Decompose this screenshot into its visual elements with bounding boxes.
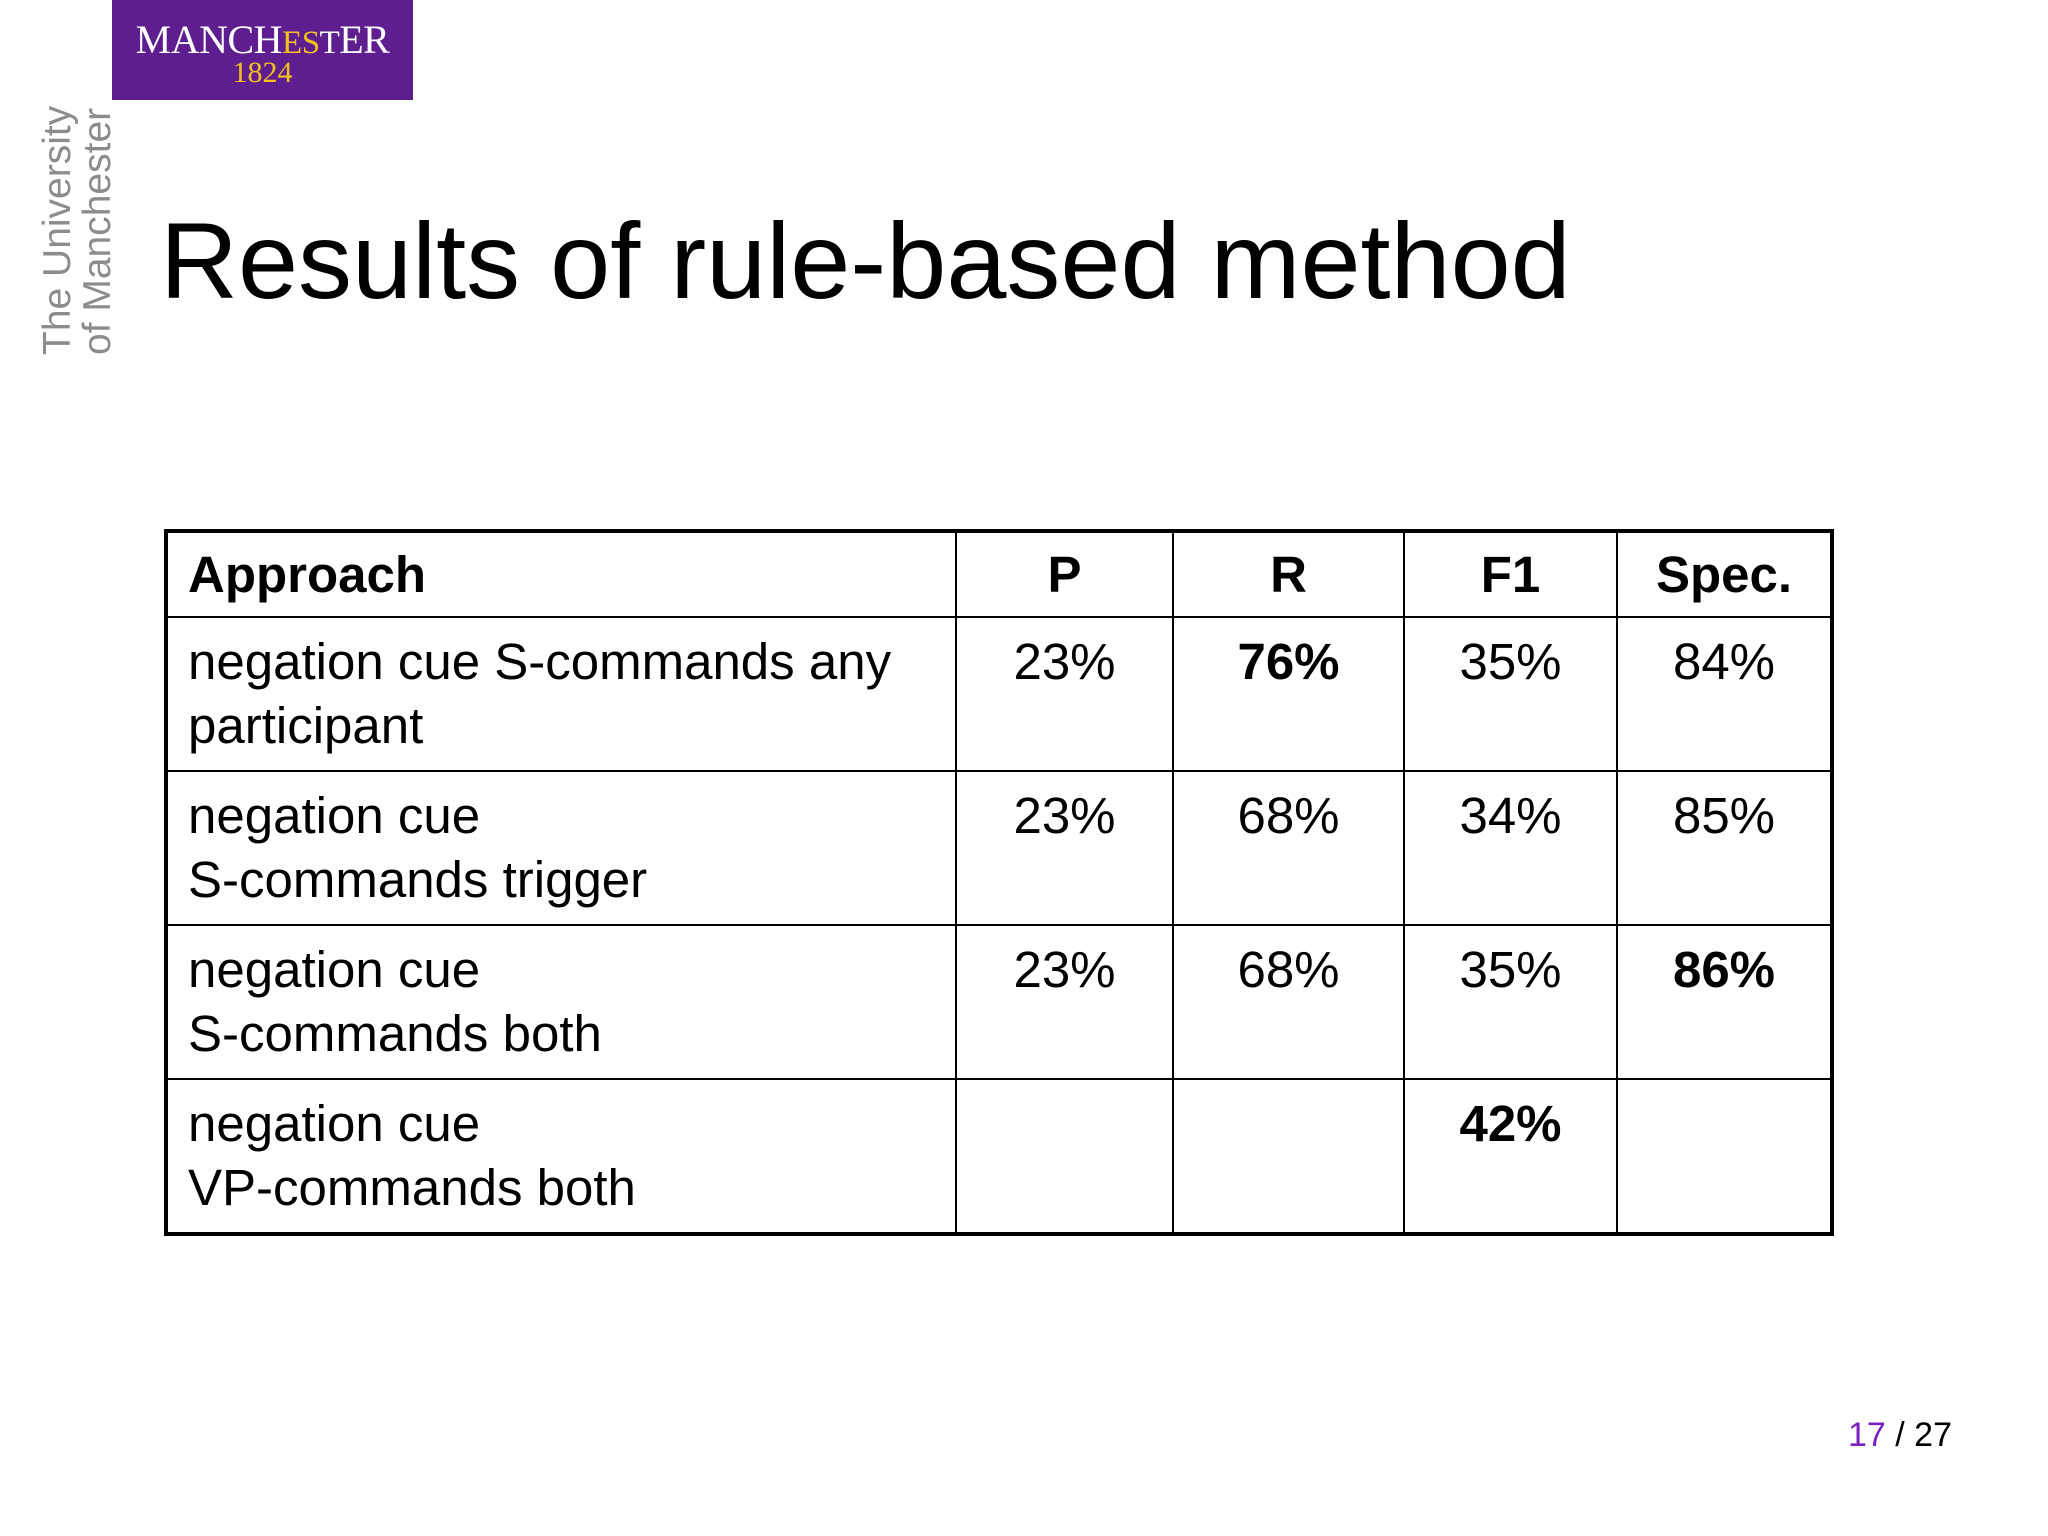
table-row (166, 925, 1832, 1079)
approach-cell (166, 771, 956, 925)
precision-cell (956, 1079, 1173, 1234)
precision-cell: 23% (956, 617, 1173, 771)
approach-line2: S-commands trigger (188, 851, 648, 908)
slide-title: Results of rule-based method (160, 200, 1571, 321)
specificity-cell: 84% (1617, 617, 1832, 771)
approach-cell (166, 1079, 956, 1234)
logo-text-c: S (301, 25, 320, 61)
approach-line2: S-commands both (188, 1005, 602, 1062)
header-approach: Approach (166, 531, 956, 617)
specificity-cell: 86% (1617, 925, 1832, 1079)
approach-line1: negation cue (188, 787, 481, 844)
approach-line2: VP-commands both (188, 1159, 636, 1216)
recall-cell: 68% (1173, 925, 1404, 1079)
manchester-logo (112, 0, 413, 100)
university-name-line1: The University (36, 105, 79, 355)
approach-cell (166, 925, 956, 1079)
logo-text-a: MANCH (135, 17, 283, 62)
logo-text-e: ER (339, 17, 390, 62)
university-name-line2: of Manchester (76, 107, 119, 355)
precision-cell: 23% (956, 771, 1173, 925)
header-precision: P (956, 531, 1173, 617)
page-separator: / (1885, 1416, 1915, 1454)
specificity-cell: 85% (1617, 771, 1832, 925)
recall-cell: 76% (1173, 617, 1404, 771)
recall-cell: 68% (1173, 771, 1404, 925)
table-row (166, 771, 1832, 925)
header-specificity: Spec. (1617, 531, 1832, 617)
university-name-vertical (38, 106, 118, 355)
approach-cell: negation cue S-commands any participant (166, 617, 956, 771)
approach-line1: negation cue (188, 941, 481, 998)
table-row (166, 617, 1832, 771)
precision-cell: 23% (956, 925, 1173, 1079)
header-f1: F1 (1404, 531, 1617, 617)
f1-cell: 35% (1404, 925, 1617, 1079)
current-page: 17 (1848, 1416, 1886, 1454)
results-table (164, 529, 1834, 1236)
approach-line1: negation cue (188, 1095, 481, 1152)
table-header-row (166, 531, 1832, 617)
logo-text-b: E (282, 25, 302, 61)
header-recall: R (1173, 531, 1404, 617)
total-pages: 27 (1914, 1416, 1952, 1454)
f1-cell: 42% (1404, 1079, 1617, 1234)
f1-cell: 34% (1404, 771, 1617, 925)
page-counter (1848, 1415, 1952, 1455)
f1-cell: 35% (1404, 617, 1617, 771)
recall-cell (1173, 1079, 1404, 1234)
table-row (166, 1079, 1832, 1234)
logo-year: 1824 (232, 56, 293, 89)
specificity-cell (1617, 1079, 1832, 1234)
logo-text-d: T (319, 25, 340, 61)
